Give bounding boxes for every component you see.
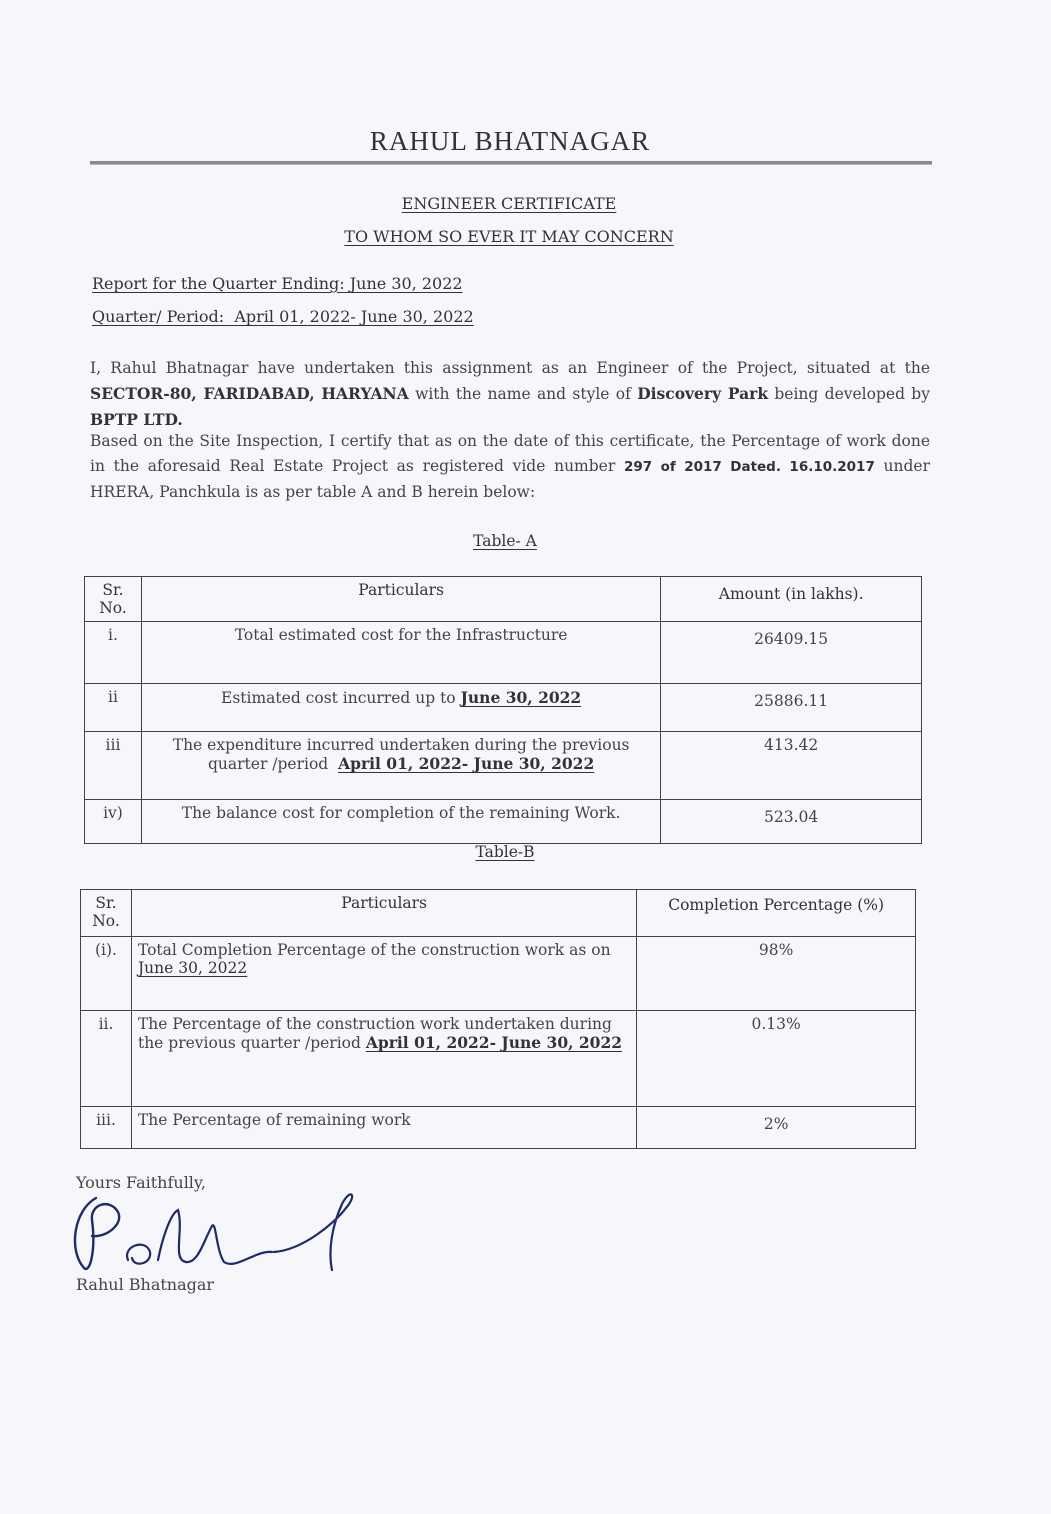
table-b-particulars: The Percentage of remaining work bbox=[131, 1107, 636, 1149]
assignment-paragraph bbox=[90, 356, 930, 433]
table-a-header-sr: Sr. No. bbox=[85, 577, 142, 622]
registration-number: 297 of 2017 Dated. 16.10.2017 bbox=[623, 459, 875, 475]
table-a-sr: i. bbox=[85, 622, 142, 684]
table-row bbox=[85, 684, 922, 732]
table-b-date: April 01, 2022- June 30, 2022 bbox=[365, 1033, 623, 1052]
table-row bbox=[81, 937, 916, 1011]
table-a-particulars-cell bbox=[141, 684, 660, 732]
table-b-header-completion: Completion Percentage (%) bbox=[637, 890, 916, 937]
table-b-date: June 30, 2022 bbox=[137, 959, 248, 977]
table-a-particulars: The expenditure incurred undertaken during the previous quarter /period bbox=[172, 736, 630, 773]
table-b-particulars: The Percentage of the construction work undertaken during the previous quarter /period bbox=[137, 1015, 612, 1052]
table-row bbox=[81, 1107, 916, 1149]
signature-stroke bbox=[127, 1210, 272, 1264]
signature-stroke bbox=[274, 1194, 352, 1270]
table-a-particulars: The balance cost for completion of the remaining Work. bbox=[141, 800, 660, 844]
table-a-particulars-cell bbox=[141, 732, 660, 800]
table-a-amount: 26409.15 bbox=[661, 622, 922, 684]
table-a-amount: 523.04 bbox=[661, 800, 922, 844]
table-b-title: Table-B bbox=[475, 843, 535, 861]
table-a-header-amount: Amount (in lakhs). bbox=[661, 577, 922, 622]
table-a-header-particulars: Particulars bbox=[141, 577, 660, 622]
table-a-sr: ii bbox=[85, 684, 142, 732]
inspection-paragraph bbox=[90, 429, 930, 505]
para2-text-2: under HRERA, Panchkula is as per table A and B herein below: bbox=[90, 457, 931, 501]
letterhead-rule bbox=[90, 161, 932, 165]
table-row bbox=[81, 1011, 916, 1107]
table-a-sr: iii bbox=[85, 732, 142, 800]
table-a-particulars: Total estimated cost for the Infrastructure bbox=[141, 622, 660, 684]
salutation: Yours Faithfully, bbox=[76, 1173, 206, 1192]
quarter-period-line bbox=[92, 307, 474, 326]
quarter-ending-value: June 30, 2022 bbox=[349, 274, 463, 293]
table-b-sr: iii. bbox=[81, 1107, 132, 1149]
signature bbox=[66, 1190, 366, 1280]
table-row bbox=[85, 732, 922, 800]
table-a-amount: 413.42 bbox=[661, 732, 922, 800]
table-b bbox=[80, 889, 916, 1149]
table-a-amount: 25886.11 bbox=[661, 684, 922, 732]
quarter-period-value: April 01, 2022- June 30, 2022 bbox=[234, 307, 474, 326]
table-a-date: April 01, 2022- June 30, 2022 bbox=[338, 754, 595, 773]
developer-name: BPTP LTD. bbox=[90, 410, 183, 429]
para1-text-1: I, Rahul Bhatnagar have undertaken this assignment as an Engineer of the Project, situated at the bbox=[90, 359, 930, 377]
quarter-ending-label: Report for the Quarter Ending: bbox=[92, 274, 345, 293]
table-row bbox=[85, 800, 922, 844]
table-b-particulars-cell bbox=[131, 1011, 636, 1107]
table-b-value: 2% bbox=[637, 1107, 916, 1149]
para1-text-3: being developed by bbox=[768, 385, 930, 403]
table-b-sr: ii. bbox=[81, 1011, 132, 1107]
project-name: Discovery Park bbox=[637, 384, 769, 403]
quarter-period-label: Quarter/ Period: bbox=[92, 307, 225, 326]
table-b-sr: (i). bbox=[81, 937, 132, 1011]
table-a-sr: iv) bbox=[85, 800, 142, 844]
letterhead-name: RAHUL BHATNAGAR bbox=[369, 126, 651, 156]
table-b-value: 98% bbox=[637, 937, 916, 1011]
table-a-date: June 30, 2022 bbox=[460, 688, 582, 707]
signatory-name: Rahul Bhatnagar bbox=[76, 1275, 215, 1294]
table-b-header-row bbox=[81, 890, 916, 937]
table-row bbox=[85, 622, 922, 684]
para1-text-2: with the name and style of bbox=[408, 385, 638, 403]
concern-heading: TO WHOM SO EVER IT MAY CONCERN bbox=[344, 227, 674, 246]
table-a-title: Table- A bbox=[473, 532, 537, 550]
quarter-ending-line bbox=[92, 274, 463, 293]
certificate-heading: ENGINEER CERTIFICATE bbox=[401, 194, 617, 213]
table-a-header-row bbox=[85, 577, 922, 622]
table-b-particulars: Total Completion Percentage of the construction work as on bbox=[137, 941, 611, 959]
table-b-particulars-cell bbox=[131, 937, 636, 1011]
project-location: SECTOR-80, FARIDABAD, HARYANA bbox=[90, 384, 409, 403]
signature-stroke bbox=[75, 1198, 119, 1269]
table-b-value: 0.13% bbox=[637, 1011, 916, 1107]
table-b-header-sr: Sr. No. bbox=[81, 890, 132, 937]
table-b-header-particulars: Particulars bbox=[131, 890, 636, 937]
para2-text-1: Based on the Site Inspection, I certify that as on the date of this certificate, the Percentage of work done in the aforesaid Real Estate Project as registered vide number bbox=[90, 432, 930, 475]
table-a bbox=[84, 576, 922, 844]
table-a-particulars: Estimated cost incurred up to bbox=[221, 689, 456, 707]
